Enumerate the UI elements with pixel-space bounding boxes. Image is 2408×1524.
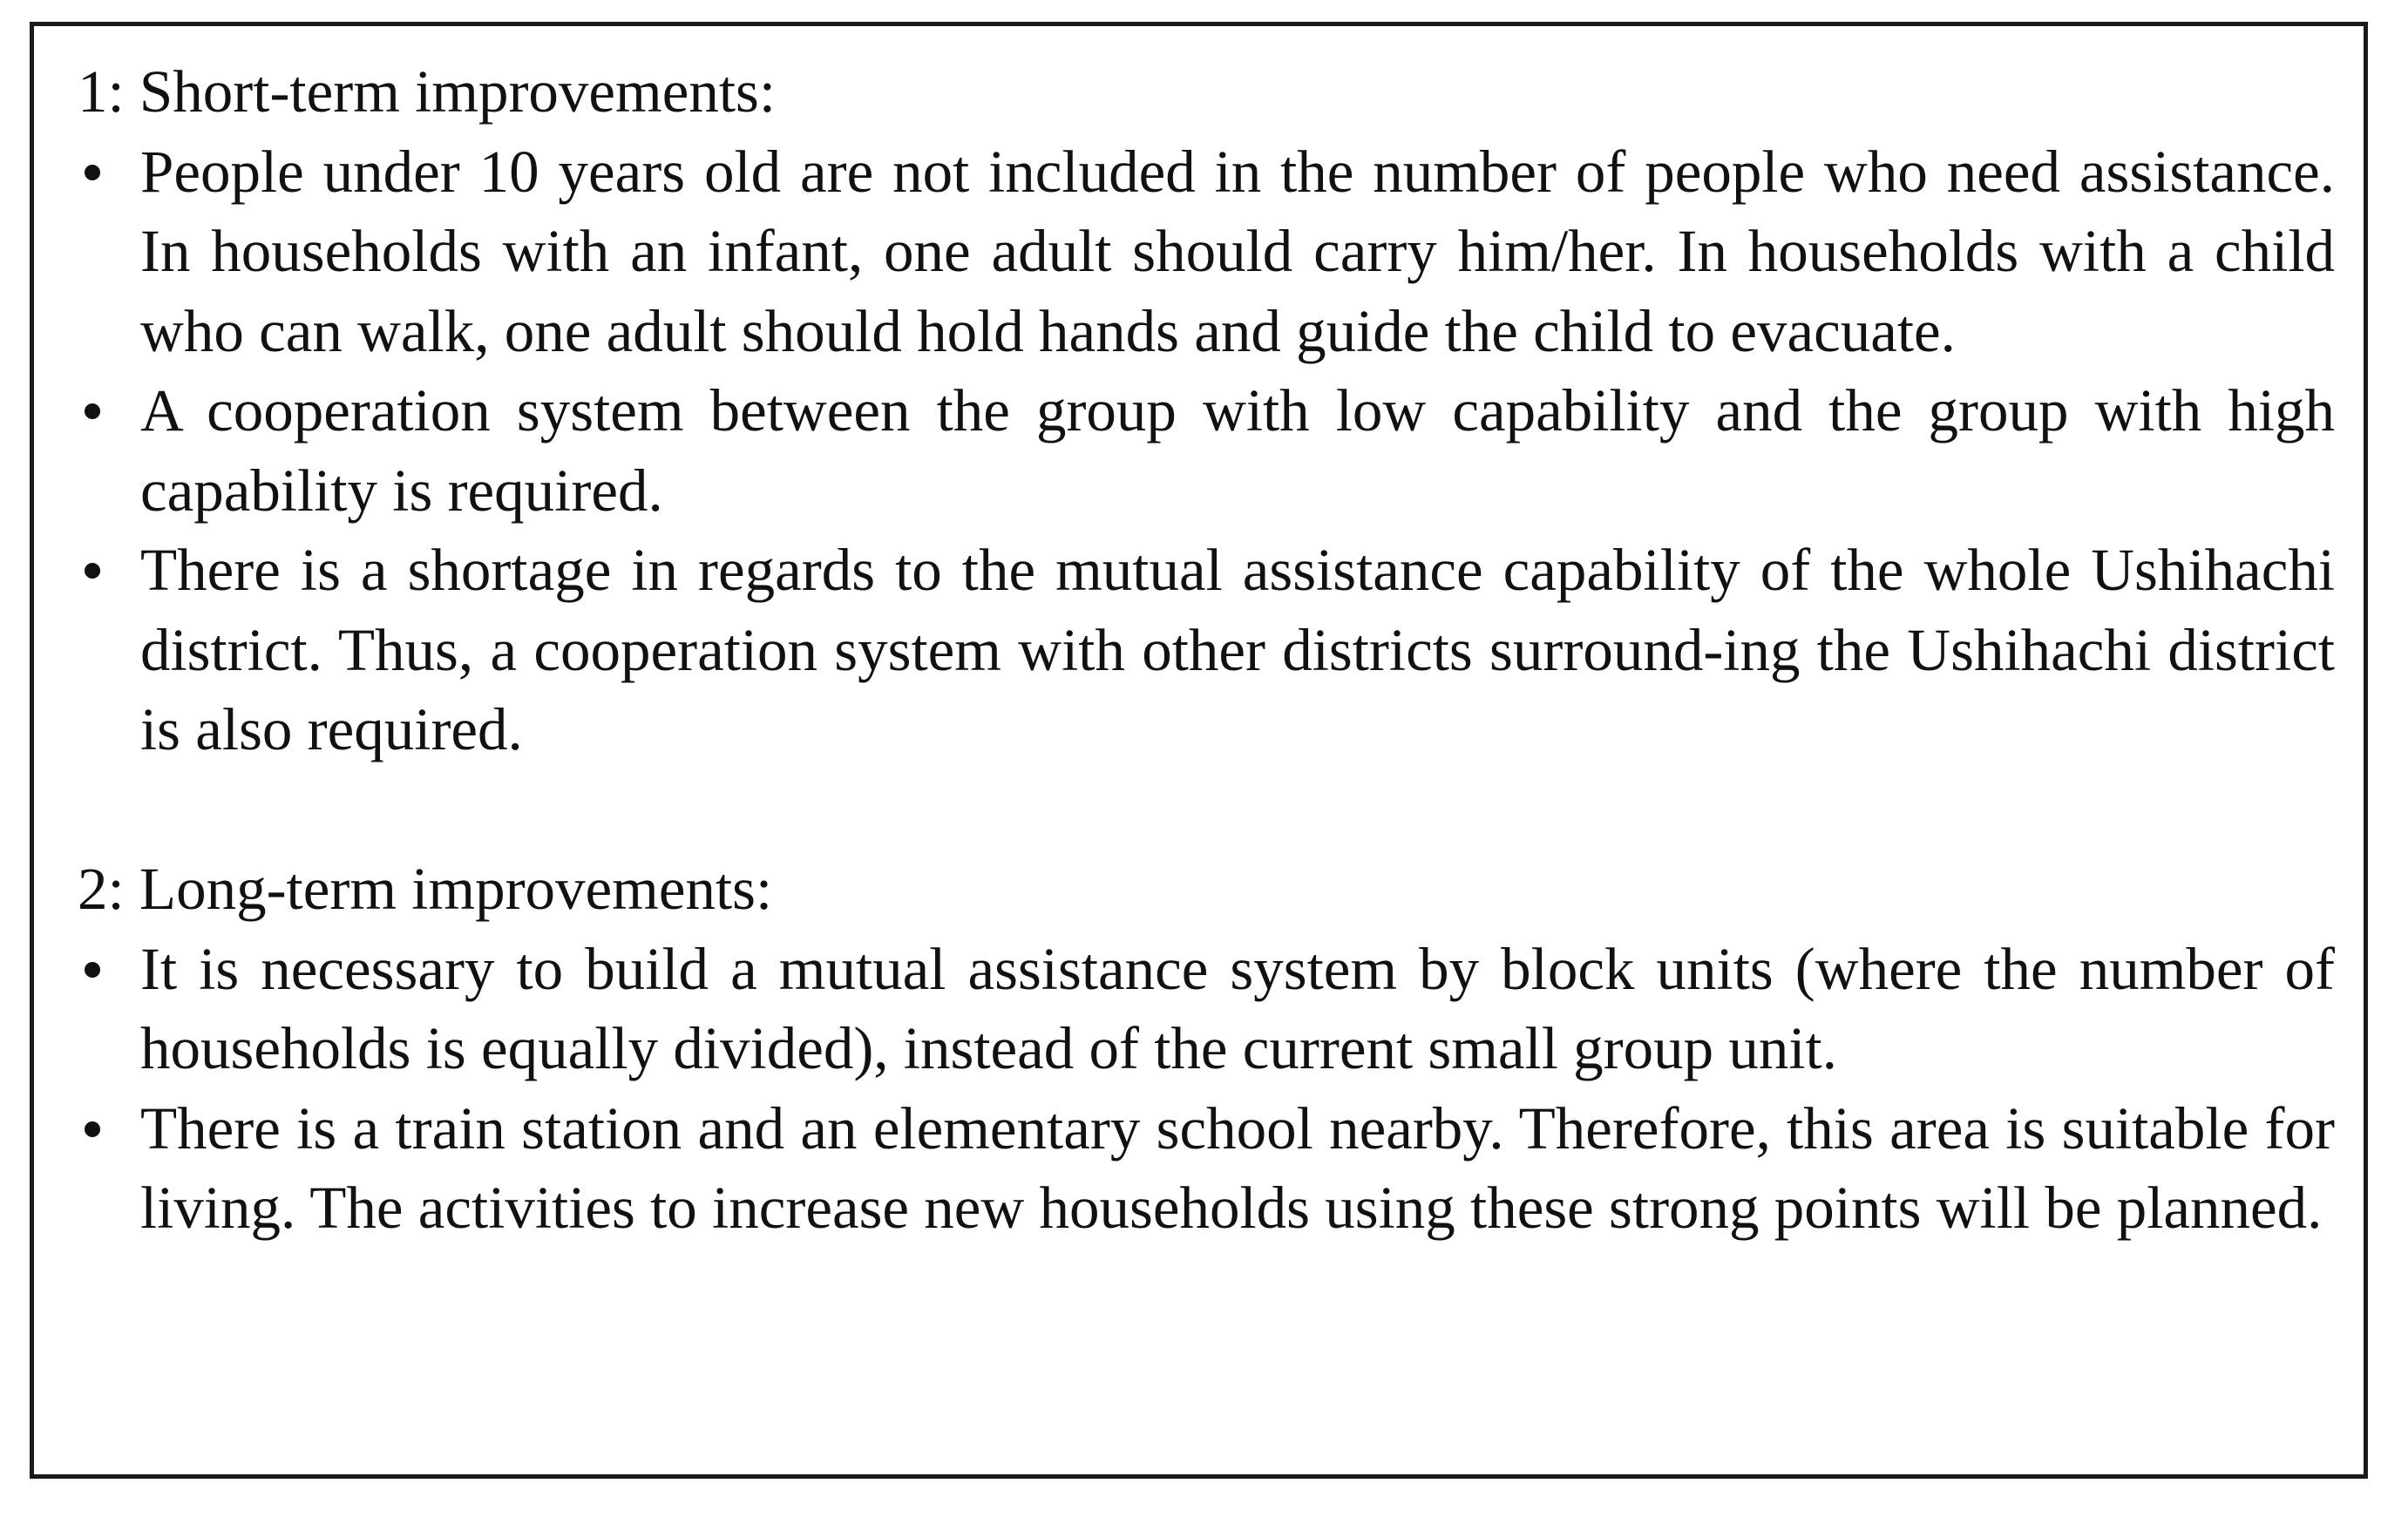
long-term-heading: 2: Long-term improvements:: [78, 856, 773, 922]
list-item-text: There is a train station and an elementary school nearby. Therefore, this area is suitable for living. The activities to increase new households using these strong points will be planned.: [140, 1094, 2335, 1241]
list-item-text: There is a shortage in regards to the mutual assistance capability of the whole Ushihachi district. Thus, a cooperation system with other districts surround-ing the Ushihachi district is also required.: [140, 537, 2335, 762]
long-term-list: [78, 930, 2335, 1249]
short-term-list: [78, 132, 2335, 770]
list-item: [78, 132, 2335, 372]
list-item: [78, 1089, 2335, 1249]
list-item: [78, 371, 2335, 531]
section-spacer: [78, 770, 2335, 850]
bullet-icon: [85, 165, 100, 180]
list-item: [78, 930, 2335, 1089]
bullet-icon: [85, 403, 100, 419]
bullet-icon: [85, 1121, 100, 1137]
list-item-text: People under 10 years old are not included in the number of people who need assistance. In households with an infant, one adult should carry him/her. In households with a child who can walk, one adult should hold hands and guide the child to evacuate.: [140, 138, 2335, 364]
bullet-icon: [85, 962, 100, 978]
short-term-heading: 1: Short-term improvements:: [78, 58, 777, 125]
list-item: [78, 531, 2335, 770]
list-item-text: A cooperation system between the group with low capability and the group with high capability is required.: [140, 377, 2335, 524]
bullet-icon: [85, 563, 100, 579]
boxed-text-content: [78, 52, 2335, 1249]
list-item-text: It is necessary to build a mutual assistance system by block units (where the number of households is equally divided), instead of the current small group unit.: [140, 935, 2335, 1081]
boxed-text-frame: [30, 22, 2368, 1479]
